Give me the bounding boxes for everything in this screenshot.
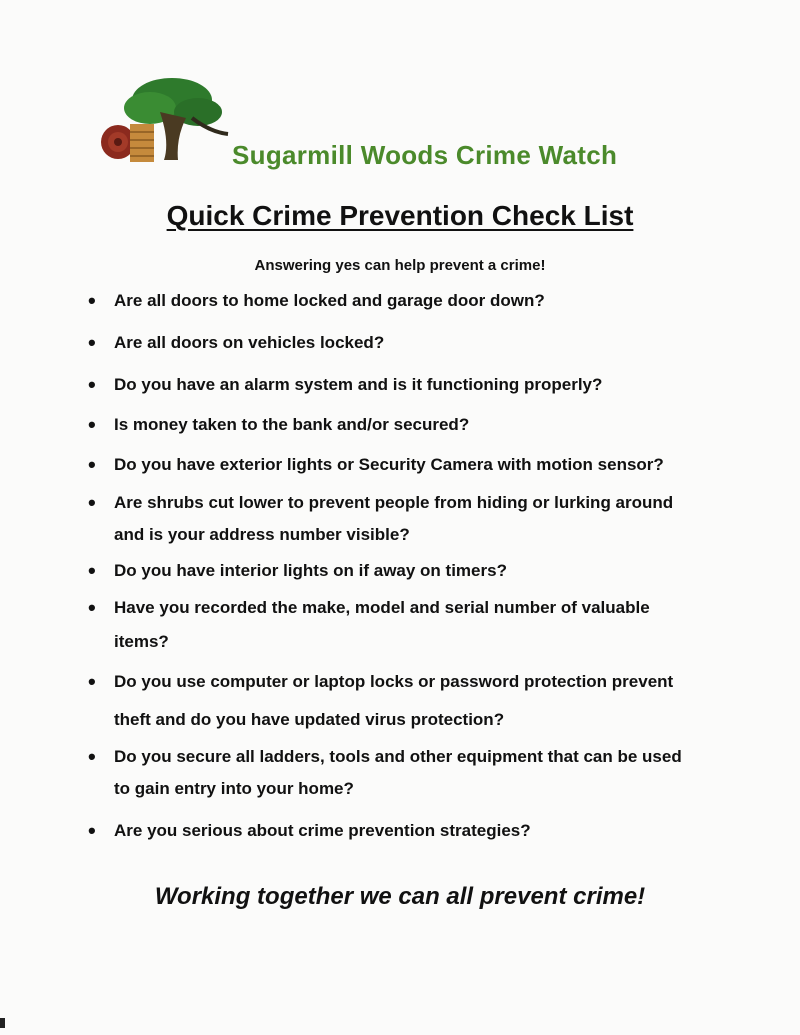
brand-name: Sugarmill Woods Crime Watch [232,140,618,170]
scan-edge-mark [0,1018,5,1028]
checklist-item: • Are all doors on vehicles locked? [88,325,728,361]
checklist-item: • Have you recorded the make, model and serial number of valuable items? [88,591,728,659]
checklist-item: • Do you have exterior lights or Security Camera with motion sensor? [88,447,728,483]
checklist-item: • Are shrubs cut lower to prevent people from hiding or lurking around and is your address number visible? [88,487,728,551]
sugarmill-logo [100,72,240,172]
checklist-item: • Is money taken to the bank and/or secured? [88,407,728,443]
checklist [88,283,728,849]
page-subtitle: Answering yes can help prevent a crime! [254,257,546,274]
checklist-item: • Do you have interior lights on if away on timers? [88,553,728,589]
checklist-item: • Are all doors to home locked and garage door down? [88,283,728,319]
checklist-item: • Do you have an alarm system and is it functioning properly? [88,367,728,403]
checklist-item: • Do you use computer or laptop locks or password protection prevent theft and do you have updated virus protection? [88,663,728,739]
checklist-item: • Do you secure all ladders, tools and other equipment that can be used to gain entry into your home? [88,741,728,805]
page-title: Quick Crime Prevention Check List [166,200,634,231]
checklist-item: • Are you serious about crime prevention strategies? [88,813,728,849]
footer-slogan: Working together we can all prevent crime! [154,883,646,910]
